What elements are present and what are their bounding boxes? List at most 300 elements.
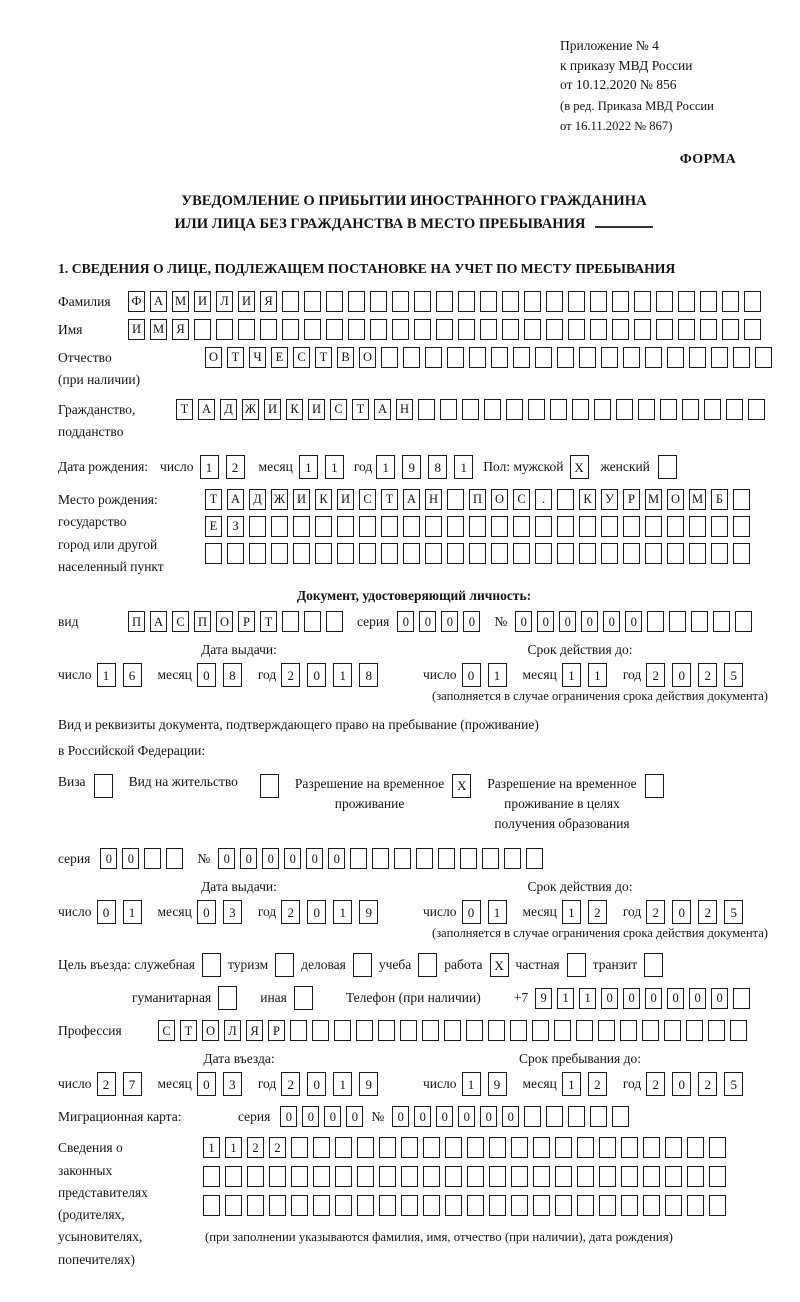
char-cell[interactable]: [348, 291, 365, 312]
char-cell[interactable]: 0: [197, 1072, 216, 1096]
char-cell[interactable]: [726, 399, 743, 420]
char-cell[interactable]: [667, 543, 684, 564]
char-cell[interactable]: [467, 1195, 484, 1216]
purpose-study-checkbox[interactable]: [418, 953, 437, 977]
char-cell[interactable]: 1: [488, 900, 507, 924]
char-cell[interactable]: [735, 611, 752, 632]
char-cell[interactable]: [568, 291, 585, 312]
char-cell[interactable]: [290, 1020, 307, 1041]
char-cell[interactable]: [194, 319, 211, 340]
char-cell[interactable]: [643, 1137, 660, 1158]
char-cell[interactable]: [466, 1020, 483, 1041]
char-cell[interactable]: [557, 516, 574, 537]
char-cell[interactable]: [313, 1137, 330, 1158]
char-cell[interactable]: [304, 611, 321, 632]
char-cell[interactable]: [689, 516, 706, 537]
char-cell[interactable]: [598, 1020, 615, 1041]
char-cell[interactable]: 0: [672, 663, 691, 687]
char-cell[interactable]: 3: [223, 1072, 242, 1096]
char-cell[interactable]: [722, 319, 739, 340]
char-cell[interactable]: 0: [480, 1106, 497, 1127]
char-cell[interactable]: [511, 1166, 528, 1187]
char-cell[interactable]: [445, 1137, 462, 1158]
male-checkbox[interactable]: [570, 455, 589, 479]
char-cell[interactable]: [291, 1137, 308, 1158]
char-cell[interactable]: 0: [328, 848, 345, 869]
char-cell[interactable]: [557, 489, 574, 510]
char-cell[interactable]: [291, 1166, 308, 1187]
char-cell[interactable]: И: [293, 489, 310, 510]
char-cell[interactable]: [247, 1195, 264, 1216]
char-cell[interactable]: [546, 291, 563, 312]
char-cell[interactable]: [418, 953, 437, 977]
char-cell[interactable]: [447, 516, 464, 537]
char-cell[interactable]: X: [490, 953, 509, 977]
char-cell[interactable]: [166, 848, 183, 869]
char-cell[interactable]: [403, 516, 420, 537]
char-cell[interactable]: [403, 347, 420, 368]
char-cell[interactable]: [601, 347, 618, 368]
char-cell[interactable]: [709, 1166, 726, 1187]
char-cell[interactable]: [271, 516, 288, 537]
char-cell[interactable]: [510, 1020, 527, 1041]
char-cell[interactable]: [335, 1195, 352, 1216]
char-cell[interactable]: 0: [307, 900, 326, 924]
char-cell[interactable]: [555, 1195, 572, 1216]
char-cell[interactable]: [532, 1020, 549, 1041]
char-cell[interactable]: 0: [463, 611, 480, 632]
char-cell[interactable]: Е: [271, 347, 288, 368]
char-cell[interactable]: К: [286, 399, 303, 420]
char-cell[interactable]: [576, 1020, 593, 1041]
char-cell[interactable]: [422, 1020, 439, 1041]
char-cell[interactable]: З: [227, 516, 244, 537]
char-cell[interactable]: [444, 1020, 461, 1041]
char-cell[interactable]: [526, 848, 543, 869]
char-cell[interactable]: [616, 399, 633, 420]
char-cell[interactable]: Б: [711, 489, 728, 510]
char-cell[interactable]: 1: [325, 455, 344, 479]
char-cell[interactable]: [689, 347, 706, 368]
temp-residence-checkbox[interactable]: [452, 774, 471, 798]
char-cell[interactable]: [423, 1166, 440, 1187]
char-cell[interactable]: [667, 347, 684, 368]
char-cell[interactable]: [238, 319, 255, 340]
char-cell[interactable]: 0: [392, 1106, 409, 1127]
char-cell[interactable]: [480, 319, 497, 340]
char-cell[interactable]: Я: [260, 291, 277, 312]
char-cell[interactable]: 6: [123, 663, 142, 687]
char-cell[interactable]: [601, 543, 618, 564]
char-cell[interactable]: [335, 1137, 352, 1158]
char-cell[interactable]: [513, 516, 530, 537]
char-cell[interactable]: [313, 1195, 330, 1216]
char-cell[interactable]: М: [645, 489, 662, 510]
char-cell[interactable]: [216, 319, 233, 340]
char-cell[interactable]: 1: [97, 663, 116, 687]
char-cell[interactable]: [203, 1166, 220, 1187]
char-cell[interactable]: Т: [176, 399, 193, 420]
char-cell[interactable]: 1: [203, 1137, 220, 1158]
char-cell[interactable]: 9: [488, 1072, 507, 1096]
char-cell[interactable]: [357, 1137, 374, 1158]
char-cell[interactable]: 1: [557, 988, 574, 1009]
char-cell[interactable]: А: [150, 291, 167, 312]
char-cell[interactable]: С: [158, 1020, 175, 1041]
char-cell[interactable]: 2: [247, 1137, 264, 1158]
purpose-official-checkbox[interactable]: [202, 953, 221, 977]
char-cell[interactable]: [642, 1020, 659, 1041]
char-cell[interactable]: 0: [280, 1106, 297, 1127]
char-cell[interactable]: [337, 516, 354, 537]
char-cell[interactable]: И: [308, 399, 325, 420]
char-cell[interactable]: [350, 848, 367, 869]
char-cell[interactable]: 2: [588, 1072, 607, 1096]
char-cell[interactable]: 1: [225, 1137, 242, 1158]
char-cell[interactable]: [748, 399, 765, 420]
char-cell[interactable]: [713, 611, 730, 632]
char-cell[interactable]: [511, 1137, 528, 1158]
char-cell[interactable]: 2: [588, 900, 607, 924]
char-cell[interactable]: [326, 611, 343, 632]
char-cell[interactable]: 0: [262, 848, 279, 869]
char-cell[interactable]: [645, 347, 662, 368]
char-cell[interactable]: [647, 611, 664, 632]
char-cell[interactable]: [524, 1106, 541, 1127]
char-cell[interactable]: [528, 399, 545, 420]
char-cell[interactable]: [524, 291, 541, 312]
char-cell[interactable]: Р: [268, 1020, 285, 1041]
char-cell[interactable]: [612, 291, 629, 312]
char-cell[interactable]: И: [337, 489, 354, 510]
char-cell[interactable]: [645, 516, 662, 537]
char-cell[interactable]: [504, 848, 521, 869]
char-cell[interactable]: 5: [724, 1072, 743, 1096]
char-cell[interactable]: 0: [284, 848, 301, 869]
char-cell[interactable]: 5: [724, 663, 743, 687]
char-cell[interactable]: С: [359, 489, 376, 510]
char-cell[interactable]: [506, 399, 523, 420]
char-cell[interactable]: 0: [667, 988, 684, 1009]
char-cell[interactable]: [686, 1020, 703, 1041]
char-cell[interactable]: [480, 291, 497, 312]
char-cell[interactable]: [436, 319, 453, 340]
char-cell[interactable]: [533, 1166, 550, 1187]
char-cell[interactable]: [601, 516, 618, 537]
char-cell[interactable]: [513, 347, 530, 368]
char-cell[interactable]: [469, 347, 486, 368]
char-cell[interactable]: [359, 516, 376, 537]
char-cell[interactable]: 0: [462, 900, 481, 924]
char-cell[interactable]: С: [293, 347, 310, 368]
char-cell[interactable]: [623, 516, 640, 537]
char-cell[interactable]: [568, 319, 585, 340]
char-cell[interactable]: [711, 347, 728, 368]
char-cell[interactable]: [730, 1020, 747, 1041]
char-cell[interactable]: [467, 1137, 484, 1158]
char-cell[interactable]: [612, 319, 629, 340]
char-cell[interactable]: [489, 1195, 506, 1216]
char-cell[interactable]: [225, 1166, 242, 1187]
char-cell[interactable]: 0: [515, 611, 532, 632]
char-cell[interactable]: 5: [724, 900, 743, 924]
char-cell[interactable]: [458, 319, 475, 340]
char-cell[interactable]: X: [452, 774, 471, 798]
char-cell[interactable]: [275, 953, 294, 977]
char-cell[interactable]: [579, 543, 596, 564]
purpose-business-checkbox[interactable]: [353, 953, 372, 977]
char-cell[interactable]: 0: [581, 611, 598, 632]
char-cell[interactable]: 0: [601, 988, 618, 1009]
char-cell[interactable]: [467, 1166, 484, 1187]
char-cell[interactable]: [205, 543, 222, 564]
char-cell[interactable]: [357, 1166, 374, 1187]
char-cell[interactable]: 1: [123, 900, 142, 924]
char-cell[interactable]: [356, 1020, 373, 1041]
char-cell[interactable]: 1: [562, 663, 581, 687]
char-cell[interactable]: [658, 455, 677, 479]
char-cell[interactable]: [678, 319, 695, 340]
char-cell[interactable]: Д: [249, 489, 266, 510]
char-cell[interactable]: В: [337, 347, 354, 368]
char-cell[interactable]: 1: [562, 1072, 581, 1096]
char-cell[interactable]: О: [491, 489, 508, 510]
char-cell[interactable]: Т: [180, 1020, 197, 1041]
char-cell[interactable]: [682, 399, 699, 420]
char-cell[interactable]: [379, 1195, 396, 1216]
char-cell[interactable]: [533, 1195, 550, 1216]
char-cell[interactable]: [579, 516, 596, 537]
char-cell[interactable]: А: [150, 611, 167, 632]
char-cell[interactable]: 2: [281, 663, 300, 687]
char-cell[interactable]: [488, 1020, 505, 1041]
visa-checkbox[interactable]: [94, 774, 113, 798]
char-cell[interactable]: [733, 489, 750, 510]
purpose-tourism-checkbox[interactable]: [275, 953, 294, 977]
char-cell[interactable]: [755, 347, 772, 368]
char-cell[interactable]: [689, 543, 706, 564]
char-cell[interactable]: 2: [281, 900, 300, 924]
char-cell[interactable]: [438, 848, 455, 869]
char-cell[interactable]: [381, 347, 398, 368]
char-cell[interactable]: 1: [200, 455, 219, 479]
char-cell[interactable]: О: [216, 611, 233, 632]
char-cell[interactable]: [577, 1166, 594, 1187]
char-cell[interactable]: [704, 399, 721, 420]
char-cell[interactable]: О: [359, 347, 376, 368]
char-cell[interactable]: [577, 1195, 594, 1216]
char-cell[interactable]: 1: [588, 663, 607, 687]
char-cell[interactable]: 2: [646, 900, 665, 924]
char-cell[interactable]: 0: [537, 611, 554, 632]
char-cell[interactable]: О: [205, 347, 222, 368]
char-cell[interactable]: [381, 516, 398, 537]
char-cell[interactable]: 0: [462, 663, 481, 687]
char-cell[interactable]: [326, 319, 343, 340]
char-cell[interactable]: [394, 848, 411, 869]
char-cell[interactable]: [634, 291, 651, 312]
char-cell[interactable]: [709, 1195, 726, 1216]
char-cell[interactable]: [414, 319, 431, 340]
char-cell[interactable]: [381, 543, 398, 564]
char-cell[interactable]: [313, 1166, 330, 1187]
char-cell[interactable]: [401, 1137, 418, 1158]
char-cell[interactable]: 2: [698, 663, 717, 687]
char-cell[interactable]: Д: [220, 399, 237, 420]
char-cell[interactable]: 0: [672, 900, 691, 924]
char-cell[interactable]: [271, 543, 288, 564]
char-cell[interactable]: Т: [260, 611, 277, 632]
char-cell[interactable]: 8: [223, 663, 242, 687]
char-cell[interactable]: [643, 1166, 660, 1187]
char-cell[interactable]: 0: [414, 1106, 431, 1127]
char-cell[interactable]: [447, 543, 464, 564]
char-cell[interactable]: 0: [100, 848, 117, 869]
purpose-work-checkbox[interactable]: [490, 953, 509, 977]
char-cell[interactable]: [401, 1195, 418, 1216]
char-cell[interactable]: [664, 1020, 681, 1041]
char-cell[interactable]: [291, 1195, 308, 1216]
char-cell[interactable]: [353, 953, 372, 977]
char-cell[interactable]: 2: [226, 455, 245, 479]
char-cell[interactable]: 1: [488, 663, 507, 687]
char-cell[interactable]: [599, 1166, 616, 1187]
char-cell[interactable]: [469, 543, 486, 564]
char-cell[interactable]: [709, 1137, 726, 1158]
char-cell[interactable]: [621, 1195, 638, 1216]
purpose-transit-checkbox[interactable]: [644, 953, 663, 977]
char-cell[interactable]: [425, 347, 442, 368]
char-cell[interactable]: [326, 291, 343, 312]
char-cell[interactable]: [370, 319, 387, 340]
char-cell[interactable]: Я: [172, 319, 189, 340]
char-cell[interactable]: [379, 1166, 396, 1187]
char-cell[interactable]: [546, 1106, 563, 1127]
char-cell[interactable]: [312, 1020, 329, 1041]
char-cell[interactable]: X: [570, 455, 589, 479]
char-cell[interactable]: 8: [359, 663, 378, 687]
char-cell[interactable]: Ф: [128, 291, 145, 312]
char-cell[interactable]: 1: [333, 663, 352, 687]
char-cell[interactable]: Т: [205, 489, 222, 510]
char-cell[interactable]: [665, 1195, 682, 1216]
char-cell[interactable]: [372, 848, 389, 869]
char-cell[interactable]: [489, 1137, 506, 1158]
char-cell[interactable]: [572, 399, 589, 420]
char-cell[interactable]: [392, 291, 409, 312]
char-cell[interactable]: [665, 1166, 682, 1187]
char-cell[interactable]: К: [579, 489, 596, 510]
char-cell[interactable]: [557, 543, 574, 564]
char-cell[interactable]: [733, 988, 750, 1009]
char-cell[interactable]: [643, 1195, 660, 1216]
char-cell[interactable]: 0: [559, 611, 576, 632]
char-cell[interactable]: [620, 1020, 637, 1041]
char-cell[interactable]: 0: [689, 988, 706, 1009]
char-cell[interactable]: Т: [315, 347, 332, 368]
char-cell[interactable]: [282, 291, 299, 312]
char-cell[interactable]: [700, 319, 717, 340]
char-cell[interactable]: [656, 319, 673, 340]
char-cell[interactable]: [711, 516, 728, 537]
char-cell[interactable]: Р: [238, 611, 255, 632]
char-cell[interactable]: [568, 1106, 585, 1127]
char-cell[interactable]: [687, 1166, 704, 1187]
char-cell[interactable]: [370, 291, 387, 312]
char-cell[interactable]: [489, 1166, 506, 1187]
char-cell[interactable]: [660, 399, 677, 420]
char-cell[interactable]: Т: [227, 347, 244, 368]
char-cell[interactable]: [599, 1137, 616, 1158]
char-cell[interactable]: О: [202, 1020, 219, 1041]
purpose-humanitarian-checkbox[interactable]: [218, 986, 237, 1010]
char-cell[interactable]: [282, 319, 299, 340]
char-cell[interactable]: А: [198, 399, 215, 420]
char-cell[interactable]: 0: [306, 848, 323, 869]
char-cell[interactable]: [590, 1106, 607, 1127]
char-cell[interactable]: Ч: [249, 347, 266, 368]
char-cell[interactable]: 1: [333, 1072, 352, 1096]
char-cell[interactable]: [144, 848, 161, 869]
char-cell[interactable]: [555, 1166, 572, 1187]
char-cell[interactable]: [638, 399, 655, 420]
char-cell[interactable]: М: [150, 319, 167, 340]
char-cell[interactable]: С: [330, 399, 347, 420]
char-cell[interactable]: [491, 516, 508, 537]
char-cell[interactable]: [535, 543, 552, 564]
char-cell[interactable]: [665, 1137, 682, 1158]
temp-residence-edu-checkbox[interactable]: [645, 774, 664, 798]
char-cell[interactable]: [656, 291, 673, 312]
char-cell[interactable]: [733, 516, 750, 537]
char-cell[interactable]: [708, 1020, 725, 1041]
char-cell[interactable]: [425, 516, 442, 537]
char-cell[interactable]: [621, 1137, 638, 1158]
char-cell[interactable]: [202, 953, 221, 977]
char-cell[interactable]: 0: [397, 611, 414, 632]
char-cell[interactable]: 2: [646, 663, 665, 687]
char-cell[interactable]: [484, 399, 501, 420]
char-cell[interactable]: С: [172, 611, 189, 632]
char-cell[interactable]: [667, 516, 684, 537]
char-cell[interactable]: [334, 1020, 351, 1041]
char-cell[interactable]: Т: [352, 399, 369, 420]
char-cell[interactable]: Ж: [271, 489, 288, 510]
char-cell[interactable]: Я: [246, 1020, 263, 1041]
char-cell[interactable]: А: [227, 489, 244, 510]
char-cell[interactable]: 9: [359, 1072, 378, 1096]
char-cell[interactable]: 0: [603, 611, 620, 632]
char-cell[interactable]: [445, 1195, 462, 1216]
char-cell[interactable]: [644, 953, 663, 977]
char-cell[interactable]: [546, 319, 563, 340]
char-cell[interactable]: [249, 516, 266, 537]
char-cell[interactable]: [535, 347, 552, 368]
char-cell[interactable]: [590, 319, 607, 340]
char-cell[interactable]: [440, 399, 457, 420]
char-cell[interactable]: [711, 543, 728, 564]
char-cell[interactable]: И: [264, 399, 281, 420]
char-cell[interactable]: 0: [502, 1106, 519, 1127]
char-cell[interactable]: 0: [97, 900, 116, 924]
char-cell[interactable]: 1: [299, 455, 318, 479]
purpose-other-checkbox[interactable]: [294, 986, 313, 1010]
char-cell[interactable]: [315, 516, 332, 537]
char-cell[interactable]: [744, 319, 761, 340]
char-cell[interactable]: 9: [535, 988, 552, 1009]
char-cell[interactable]: [260, 774, 279, 798]
char-cell[interactable]: [414, 291, 431, 312]
